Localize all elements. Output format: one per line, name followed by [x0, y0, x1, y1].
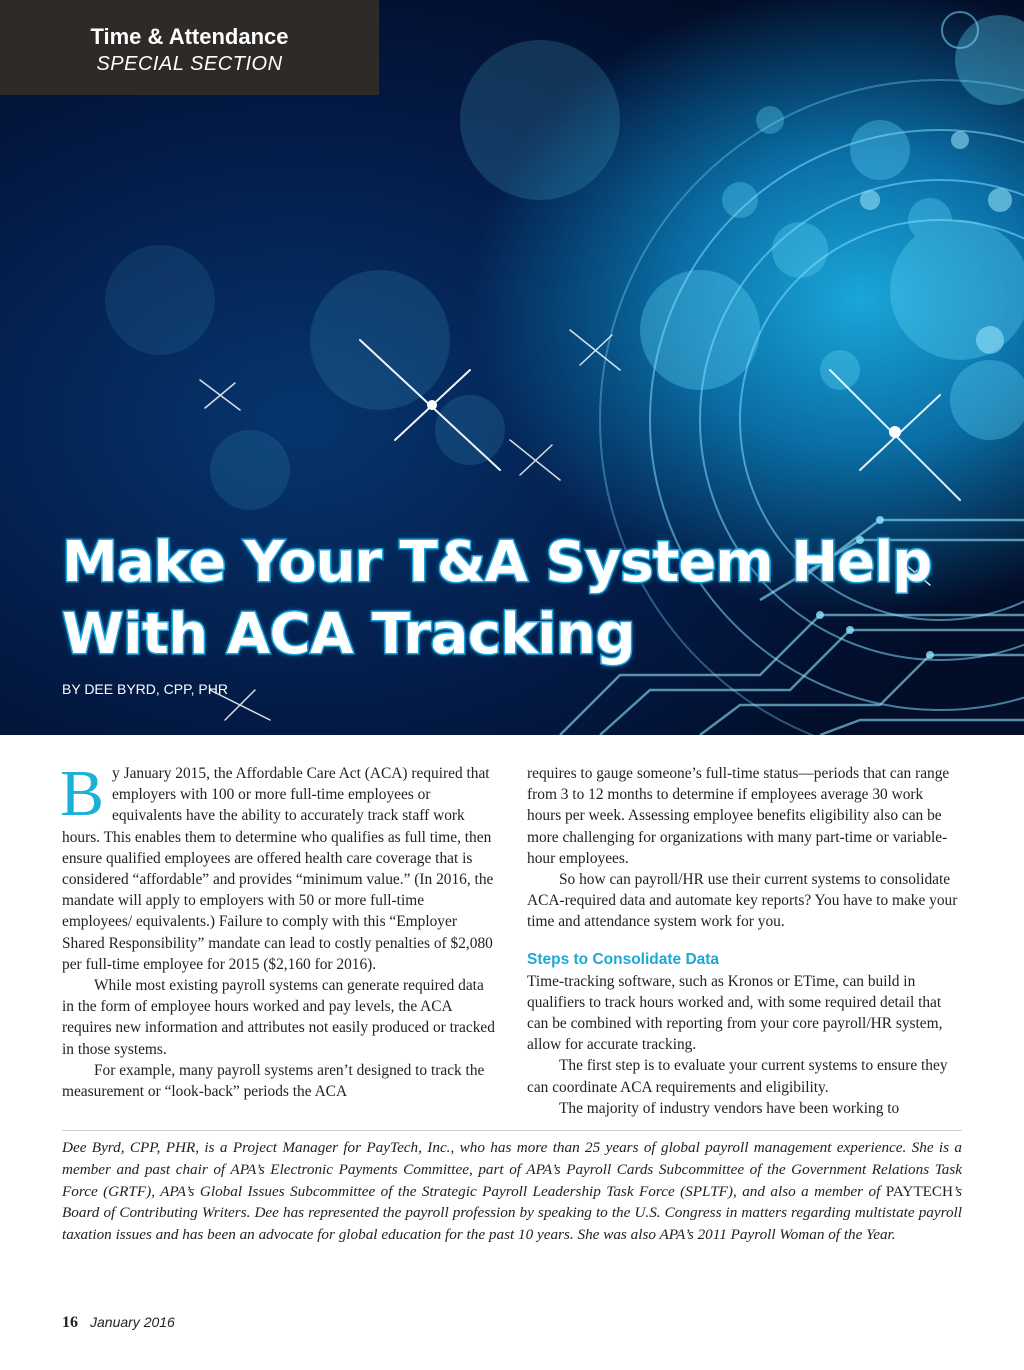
- article-subhead: Steps to Consolidate Data: [527, 950, 720, 968]
- article-column-left: [60, 757, 496, 1102]
- article-paragraph: So how can payroll/HR use their current systems to consolidate ACA-required data and automate key reports? You have to make your time and attendance system work for you.: [527, 871, 958, 931]
- article-paragraph: Time-tracking software, such as Kronos or ETime, can build in qualifiers to track hours worked and, with some required detail that can be combined with reporting from your core payroll/HR system, allow for accurate tracking.: [527, 972, 943, 1054]
- article-column-right: [527, 763, 961, 1119]
- headline-line-1: Make Your T&A System Help: [62, 530, 932, 595]
- article-paragraph: The first step is to evaluate your current systems to ensure they can coordinate ACA requirements and eligibility.: [527, 1057, 948, 1096]
- article-paragraph-text: y January 2015, the Affordable Care Act (ACA) required that employers with 100 or more full-time employees or equivalents have the ability to accurately track staff work hours. This enables them to determine who qualifies as full time, then ensure qualified employees are offered health care coverage that is considered “affordable” and provides “minimum value.” (In 2016, the mandate will apply to employers with 50 or more full-time employees/ equivalents.) Failure to comply with this “Employer Shared Responsibility” mandate can lead to costly penalties of $2,080 per full-time employee for 2015 ($2,160 for 2016).: [62, 765, 494, 973]
- divider-rule: [62, 1130, 962, 1131]
- article-paragraph: [60, 757, 496, 975]
- article-paragraph: While most existing payroll systems can generate required data in the form of employee hours worked and pay levels, the ACA requires new information and attributes not easily produced or tracked in those systems.: [62, 977, 495, 1058]
- article-paragraph: The majority of industry vendors have been working to: [559, 1099, 900, 1117]
- bio-paytech: PAYTECH: [885, 1182, 953, 1200]
- section-subtitle: SPECIAL SECTION: [96, 53, 283, 75]
- byline: BY DEE BYRD, CPP, PHR: [62, 681, 228, 697]
- article-paragraph: For example, many payroll systems aren’t designed to track the measurement or “look-back” periods the ACA: [62, 1061, 485, 1101]
- section-label-box: [0, 0, 379, 95]
- page-number: 16: [62, 1314, 78, 1331]
- drop-cap: B: [60, 757, 105, 830]
- issue-date: January 2016: [90, 1314, 175, 1330]
- bio-text-1: Dee Byrd, CPP, PHR, is a Project Manager for PayTech, Inc., who has more than 25 years of global payroll management experience. She is a member and past chair of APA’s Electronic Payments Committee, part of APA’s Payroll Cards Subcommittee of the Government Relations Task Force (GRTF), APA’s Global Issues Subcommittee of the Strategic Payroll Leadership Task Force (SPLTF), and also a member of: [62, 1139, 962, 1200]
- article-paragraph: requires to gauge someone’s full-time status—periods that can range from 3 to 12 months to determine if employees average 30 work hours per week. Assessing employee benefits eligibility also can be more challenging for organizations with many part-time or variable-hour employees.: [527, 765, 950, 867]
- bio-text-2: ’s Board of Contributing Writers. Dee has represented the payroll profession by speaking to the U.S. Congress in matters regarding multistate payroll taxation issues and has been an advocate for global education for the past 10 years. She was also APA’s 2011 Payroll Woman of the Year.: [62, 1182, 962, 1244]
- headline-line-2: With ACA Tracking: [62, 602, 635, 667]
- author-bio: [62, 1137, 962, 1246]
- section-title: Time & Attendance: [90, 24, 289, 49]
- page-footer: [62, 1314, 175, 1332]
